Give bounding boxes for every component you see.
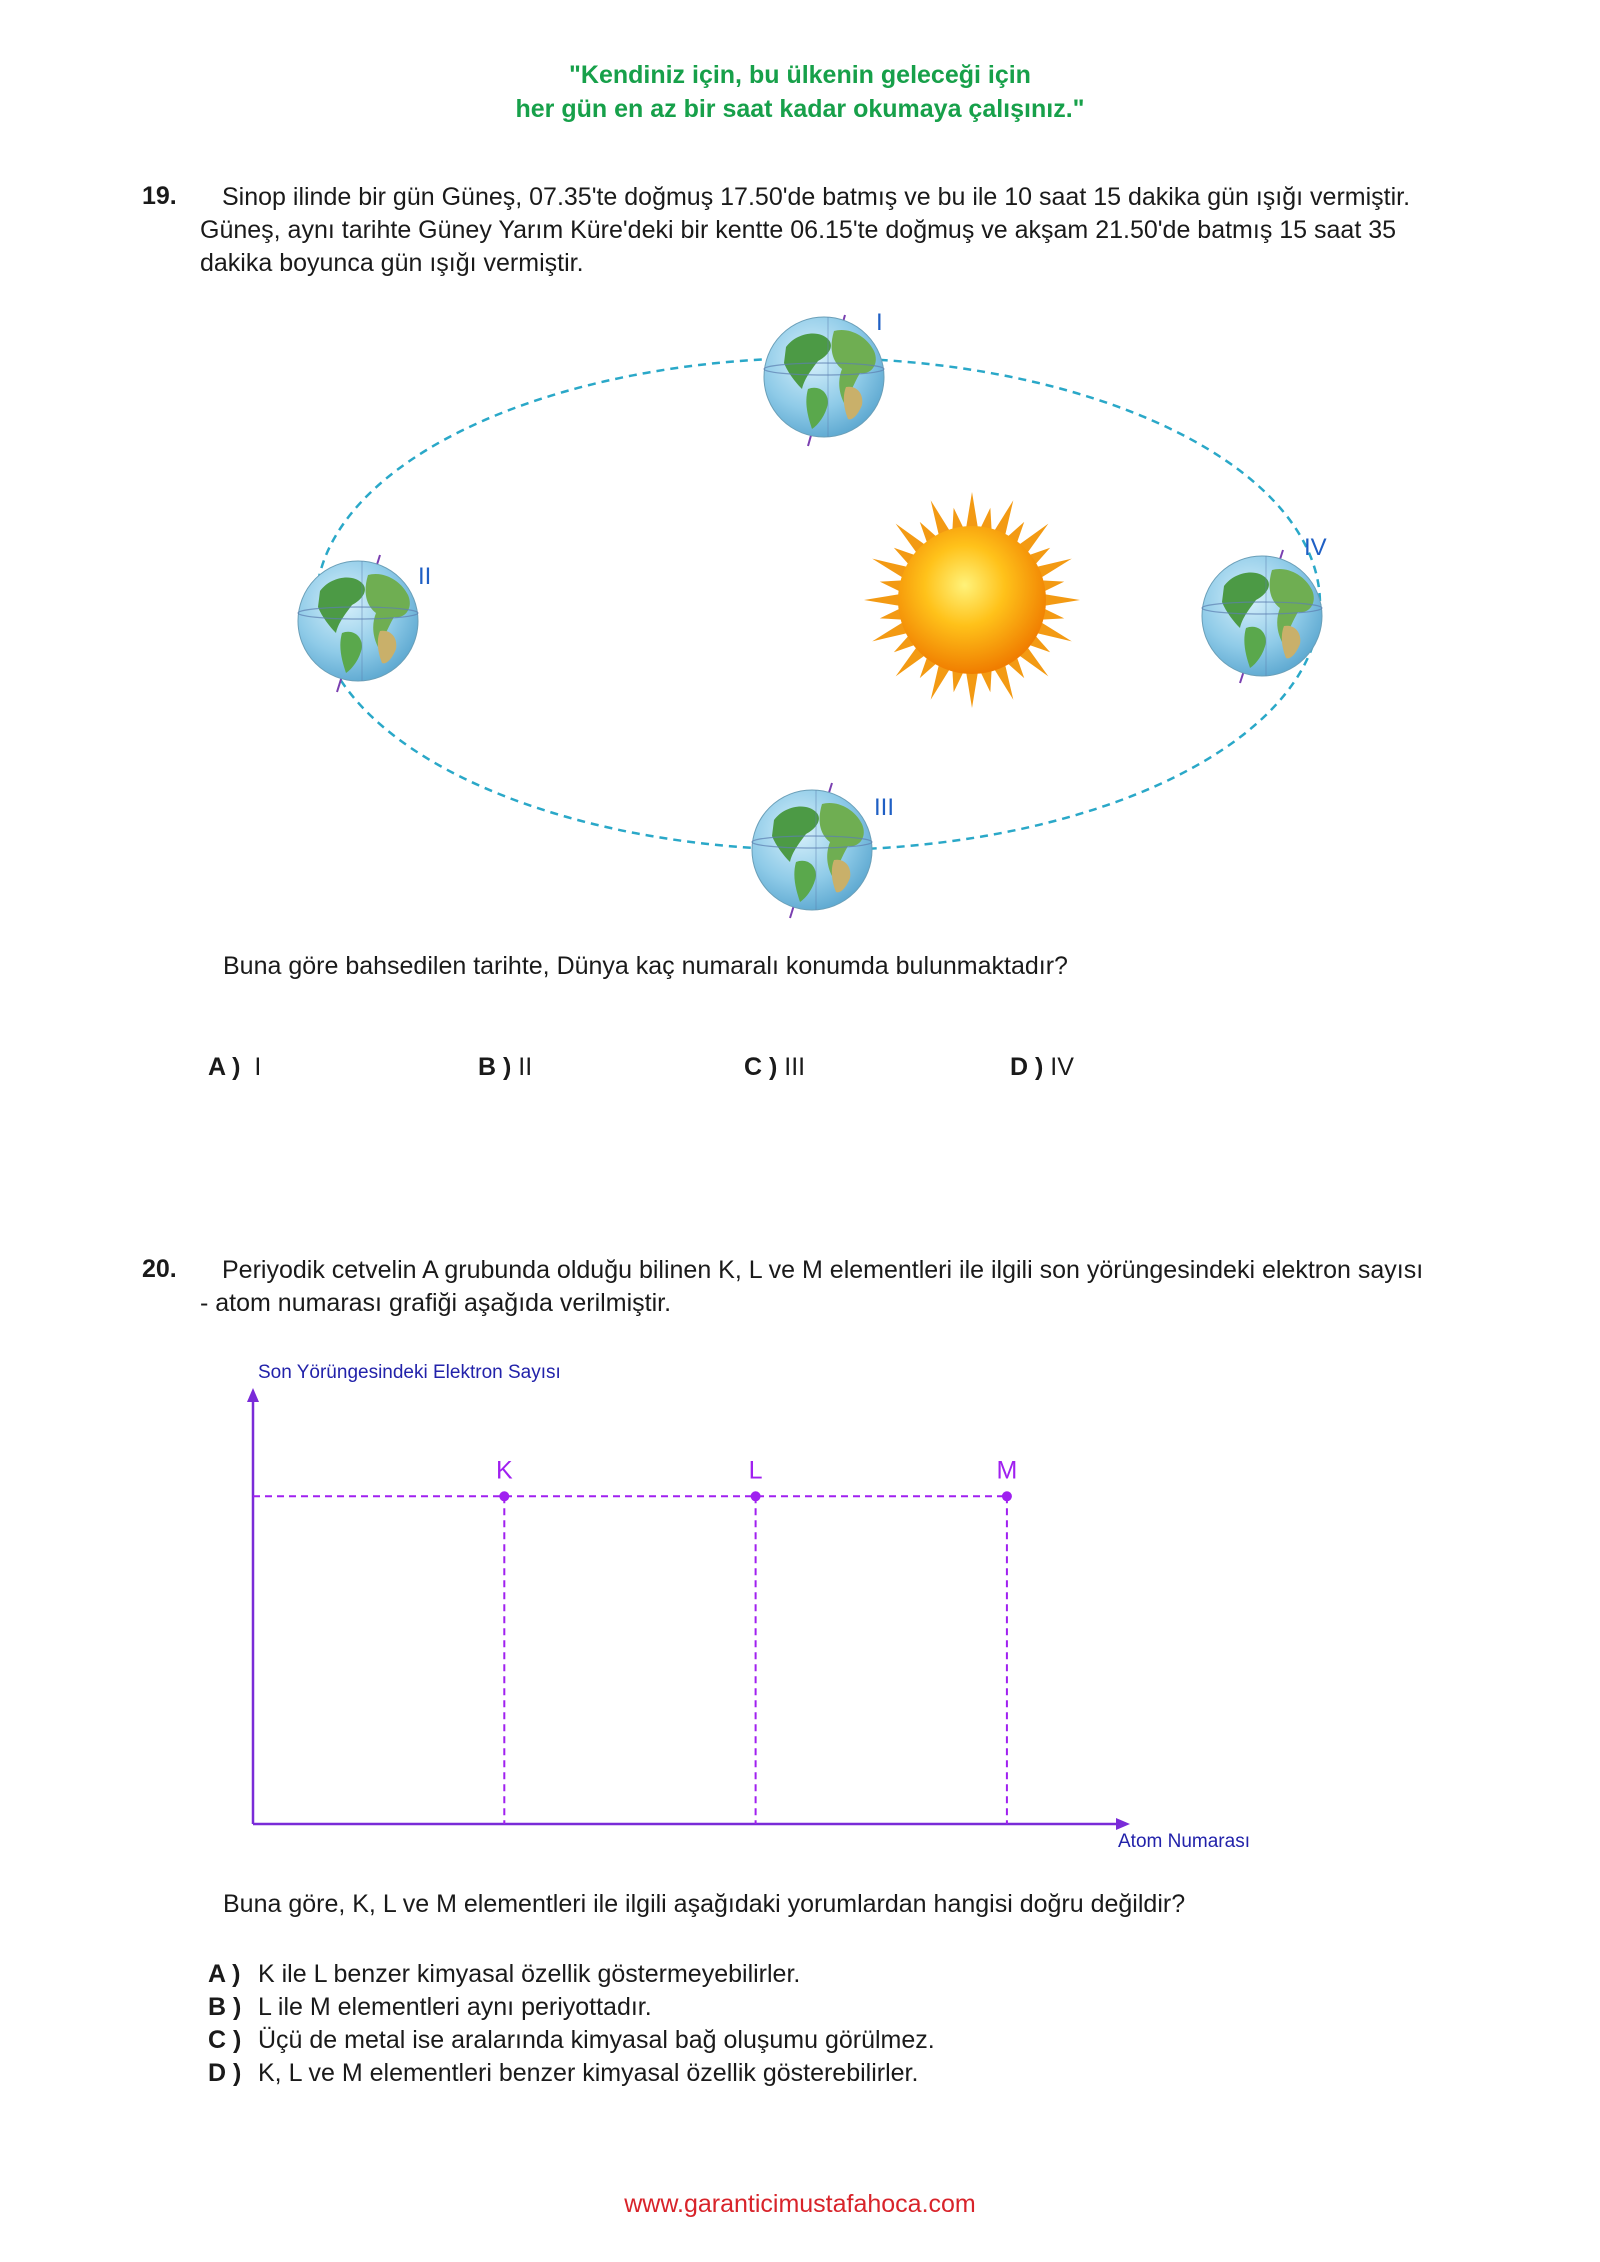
chart-point-label-L: L xyxy=(748,1456,763,1485)
q19-option-c[interactable] xyxy=(744,1053,805,1082)
chart-point-M xyxy=(1002,1491,1012,1501)
position-label-II: II xyxy=(418,563,432,590)
sun-ray xyxy=(966,670,979,708)
motto-line-2: her gün en az bir saat kadar okumaya çalışınız." xyxy=(515,95,1085,123)
chart-x-axis-arrow xyxy=(1116,1818,1130,1830)
earth-position-III xyxy=(752,783,894,918)
question-19-number: 19. xyxy=(142,182,177,210)
question-19-text-content: Sinop ilinde bir gün Güneş, 07.35'te doğmuş 17.50'de batmış ve bu ile 10 saat 15 dakika gün ışığı vermiştir. Güneş, aynı tarihte Güney Yarım Küre'deki bir kentte 06.15'te doğmuş ve akşam 21.50'de batmış 15 saat 35 dakika boyunca gün ışığı vermiştir. xyxy=(200,183,1411,277)
q20-option-a[interactable] xyxy=(208,1958,800,1991)
q20-option-a-text: K ile L benzer kimyasal özellik göstermeyebilirler. xyxy=(258,1960,801,1988)
earth-position-IV xyxy=(1202,534,1327,683)
q20-option-c-letter: C ) xyxy=(208,2026,242,2054)
q19-option-b[interactable] xyxy=(478,1053,532,1082)
position-label-III: III xyxy=(874,794,895,821)
question-20-number: 20. xyxy=(142,1255,177,1283)
motto-line-1: "Kendiniz için, bu ülkenin geleceği için xyxy=(569,61,1031,89)
q19-option-d-letter: D ) xyxy=(1010,1053,1044,1081)
position-label-IV: IV xyxy=(1304,534,1327,561)
chart-point-K xyxy=(499,1491,509,1501)
sun-ray xyxy=(966,492,979,530)
q20-option-b-text: L ile M elementleri aynı periyottadır. xyxy=(258,1993,652,2021)
q20-option-c[interactable] xyxy=(208,2024,935,2057)
footer-url[interactable]: www.garanticimustafahoca.com xyxy=(624,2190,976,2218)
sun-ray xyxy=(864,594,902,607)
q19-option-c-text: III xyxy=(784,1053,806,1081)
q20-option-a-letter: A ) xyxy=(208,1960,241,1988)
question-20-text-content: Periyodik cetvelin A grubunda olduğu bilinen K, L ve M elementleri ile ilgili son yörüngesindeki elektron sayısı - atom numarası grafiği aşağıda verilmiştir. xyxy=(200,1256,1424,1317)
question-20-text xyxy=(200,1254,1430,1320)
q20-option-d-text: K, L ve M elementleri benzer kimyasal özellik gösterebilirler. xyxy=(258,2059,919,2087)
chart-x-axis-label: Atom Numarası xyxy=(1118,1831,1250,1852)
q19-option-a-letter: A ) xyxy=(208,1053,241,1081)
q20-option-d-letter: D ) xyxy=(208,2059,242,2087)
earth-position-I xyxy=(764,309,884,446)
q20-option-d[interactable] xyxy=(208,2057,918,2090)
chart-point-label-K: K xyxy=(495,1456,513,1485)
question-19-prompt: Buna göre bahsedilen tarihte, Dünya kaç numaralı konumda bulunmaktadır? xyxy=(223,952,1068,980)
position-label-I: I xyxy=(876,309,883,336)
sun-ray xyxy=(1042,594,1080,607)
q19-option-a-text: I xyxy=(254,1053,262,1081)
chart-y-axis-label: Son Yörüngesindeki Elektron Sayısı xyxy=(258,1362,561,1383)
q20-option-b-letter: B ) xyxy=(208,1993,242,2021)
q19-option-d-text: IV xyxy=(1050,1053,1074,1081)
chart-y-axis-arrow xyxy=(247,1388,259,1402)
sun-icon xyxy=(864,492,1080,708)
q19-option-c-letter: C ) xyxy=(744,1053,778,1081)
q19-option-d[interactable] xyxy=(1010,1053,1074,1082)
q20-option-b[interactable] xyxy=(208,1991,652,2024)
q19-option-b-letter: B ) xyxy=(478,1053,512,1081)
chart-point-label-M: M xyxy=(996,1456,1018,1485)
earth-position-II xyxy=(298,555,431,692)
q19-option-b-text: II xyxy=(518,1053,533,1081)
q19-option-a[interactable] xyxy=(208,1053,261,1082)
q20-option-c-text: Üçü de metal ise aralarında kimyasal bağ oluşumu görülmez. xyxy=(258,2026,935,2054)
chart-point-L xyxy=(751,1491,761,1501)
question-20-prompt: Buna göre, K, L ve M elementleri ile ilgili aşağıdaki yorumlardan hangisi doğru değildir? xyxy=(223,1890,1186,1918)
chart-q20 xyxy=(247,1362,1250,1852)
